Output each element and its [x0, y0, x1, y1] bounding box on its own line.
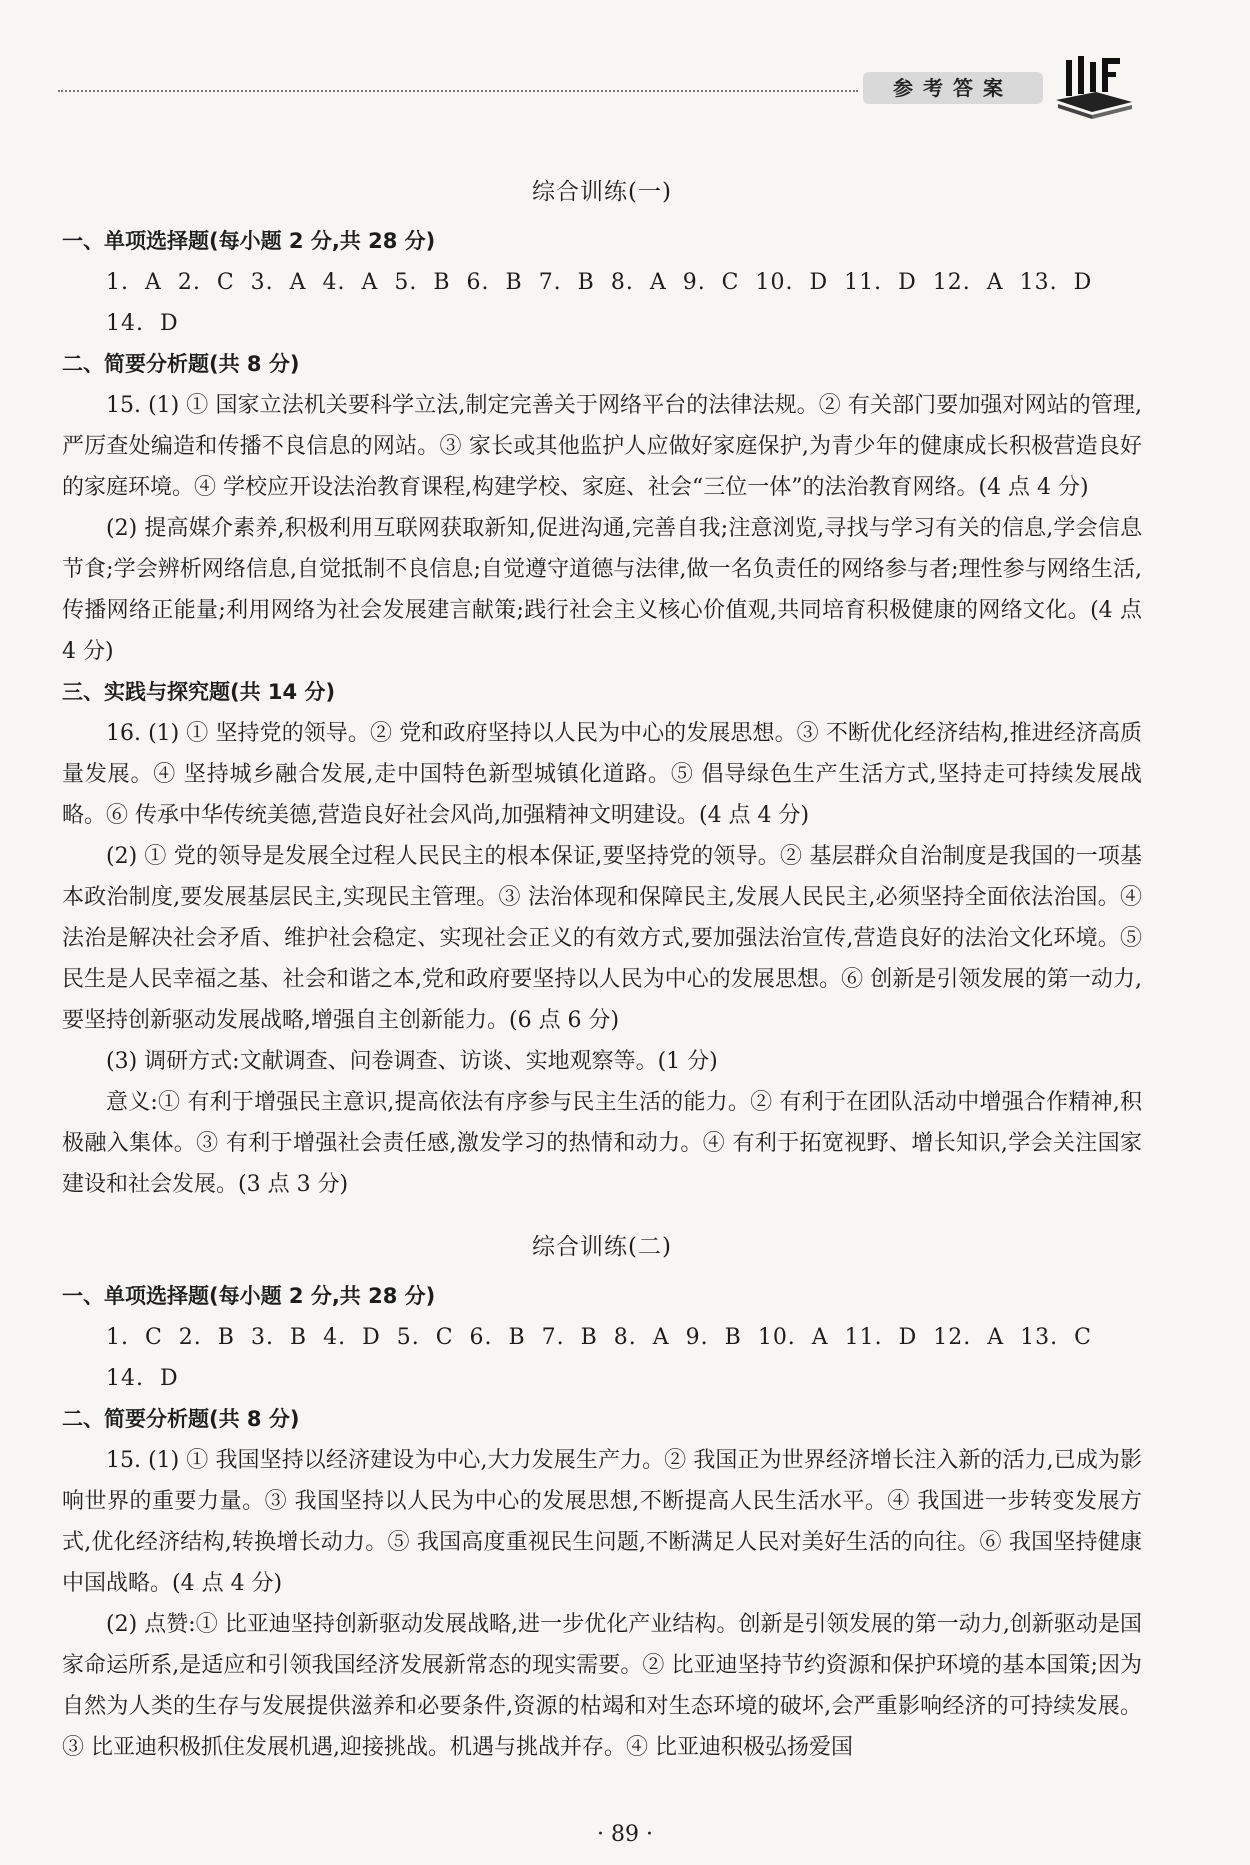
exercise1-title: 综合训练(一) [532, 179, 672, 205]
page-header [58, 52, 1138, 122]
answer-content [62, 172, 1142, 1768]
ex1-q16-part2: (2) ① 党的领导是发展全过程人民民主的根本保证,要坚持党的领导。② 基层群众自治制度是我国的一项基本政治制度,要发展基层民主,实现民主管理。③ 法治体现和保障民主,发展人民民主,必须坚持全面依法治国。④ 法治是解决社会矛盾、维护社会稳定、实现社会正义的有效方式,要加强法治宣传,营造良好的法治文化环境。⑤ 民生是人民幸福之基、社会和谐之本,党和政府要坚持以人民为中心的发展思想。⑥ 创新是引领发展的第一动力,要坚持创新驱动发展战略,增强自主创新能力。(6 点 6 分) [62, 844, 1142, 1033]
ex1-q16-part1: 16. (1) ① 坚持党的领导。② 党和政府坚持以人民为中心的发展思想。③ 不断优化经济结构,推进经济高质量发展。④ 坚持城乡融合发展,走中国特色新型城镇化道路。⑤ 倡导绿色生产生活方式,坚持走可持续发展战略。⑥ 传承中华传统美德,营造良好社会风尚,加强精神文明建设。(4 点 4 分) [62, 721, 1142, 828]
header-rule [58, 90, 858, 92]
book-logo-icon [1048, 52, 1138, 122]
ex2-section2-heading: 二、简要分析题(共 8 分) [62, 1407, 300, 1431]
ex1-q16-part3: (3) 调研方式:文献调查、问卷调查、访谈、实地观察等。(1 分) [106, 1049, 718, 1074]
ex1-q15-part2: (2) 提高媒介素养,积极利用互联网获取新知,促进沟通,完善自我;注意浏览,寻找与学习有关的信息,学会信息节食;学会辨析网络信息,自觉抵制不良信息;自觉遵守道德与法律,做一名负责任的网络参与者;理性参与网络生活,传播网络正能量;利用网络为社会发展建言献策;践行社会主义核心价值观,共同培育积极健康的网络文化。(4 点 4 分) [62, 516, 1142, 664]
exercise2-title: 综合训练(二) [532, 1234, 672, 1260]
ex1-section1-heading: 一、单项选择题(每小题 2 分,共 28 分) [62, 229, 436, 253]
ex1-q15-part1: 15. (1) ① 国家立法机关要科学立法,制定完善关于网络平台的法律法规。② 有关部门要加强对网站的管理,严厉查处编造和传播不良信息的网站。③ 家长或其他监护人应做好家庭保护,为青少年的健康成长积极营造良好的家庭环境。④ 学校应开设法治教育课程,构建学校、家庭、社会“三位一体”的法治教育网络。(4 点 4 分) [62, 393, 1142, 500]
ex1-choice-answers: 1. A 2. C 3. A 4. A 5. B 6. B 7. B 8. A 9. C 10. D 11. D 12. A 13. D 14. D [106, 270, 1093, 336]
ex1-section2-heading: 二、简要分析题(共 8 分) [62, 352, 300, 376]
page-number: · 89 · [597, 1822, 653, 1847]
ex2-q15-part1: 15. (1) ① 我国坚持以经济建设为中心,大力发展生产力。② 我国正为世界经济增长注入新的活力,已成为影响世界的重要力量。③ 我国坚持以人民为中心的发展思想,不断提高人民生活水平。④ 我国进一步转变发展方式,优化经济结构,转换增长动力。⑤ 我国高度重视民生问题,不断满足人民对美好生活的向往。⑥ 我国坚持健康中国战略。(4 点 4 分) [62, 1448, 1142, 1596]
ex1-section3-heading: 三、实践与探究题(共 14 分) [62, 680, 336, 704]
ex2-q15-part2: (2) 点赞:① 比亚迪坚持创新驱动发展战略,进一步优化产业结构。创新是引领发展的第一动力,创新驱动是国家命运所系,是适应和引领我国经济发展新常态的现实需要。② 比亚迪坚持节约资源和保护环境的基本国策;因为自然为人类的生存与发展提供滋养和必要条件,资源的枯竭和对生态环境的破坏,会严重影响经济的可持续发展。③ 比亚迪积极抓住发展机遇,迎接挑战。机遇与挑战并存。④ 比亚迪积极弘扬爱国 [62, 1612, 1142, 1760]
header-tag: 参考答案 [863, 72, 1043, 104]
ex2-choice-answers: 1. C 2. B 3. B 4. D 5. C 6. B 7. B 8. A 9. B 10. A 11. D 12. A 13. C 14. D [106, 1325, 1092, 1391]
ex2-section1-heading: 一、单项选择题(每小题 2 分,共 28 分) [62, 1284, 436, 1308]
ex1-q16-meaning: 意义:① 有利于增强民主意识,提高依法有序参与民主生活的能力。② 有利于在团队活动中增强合作精神,积极融入集体。③ 有利于增强社会责任感,激发学习的热情和动力。④ 有利于拓宽视野、增长知识,学会关注国家建设和社会发展。(3 点 3 分) [62, 1090, 1142, 1197]
